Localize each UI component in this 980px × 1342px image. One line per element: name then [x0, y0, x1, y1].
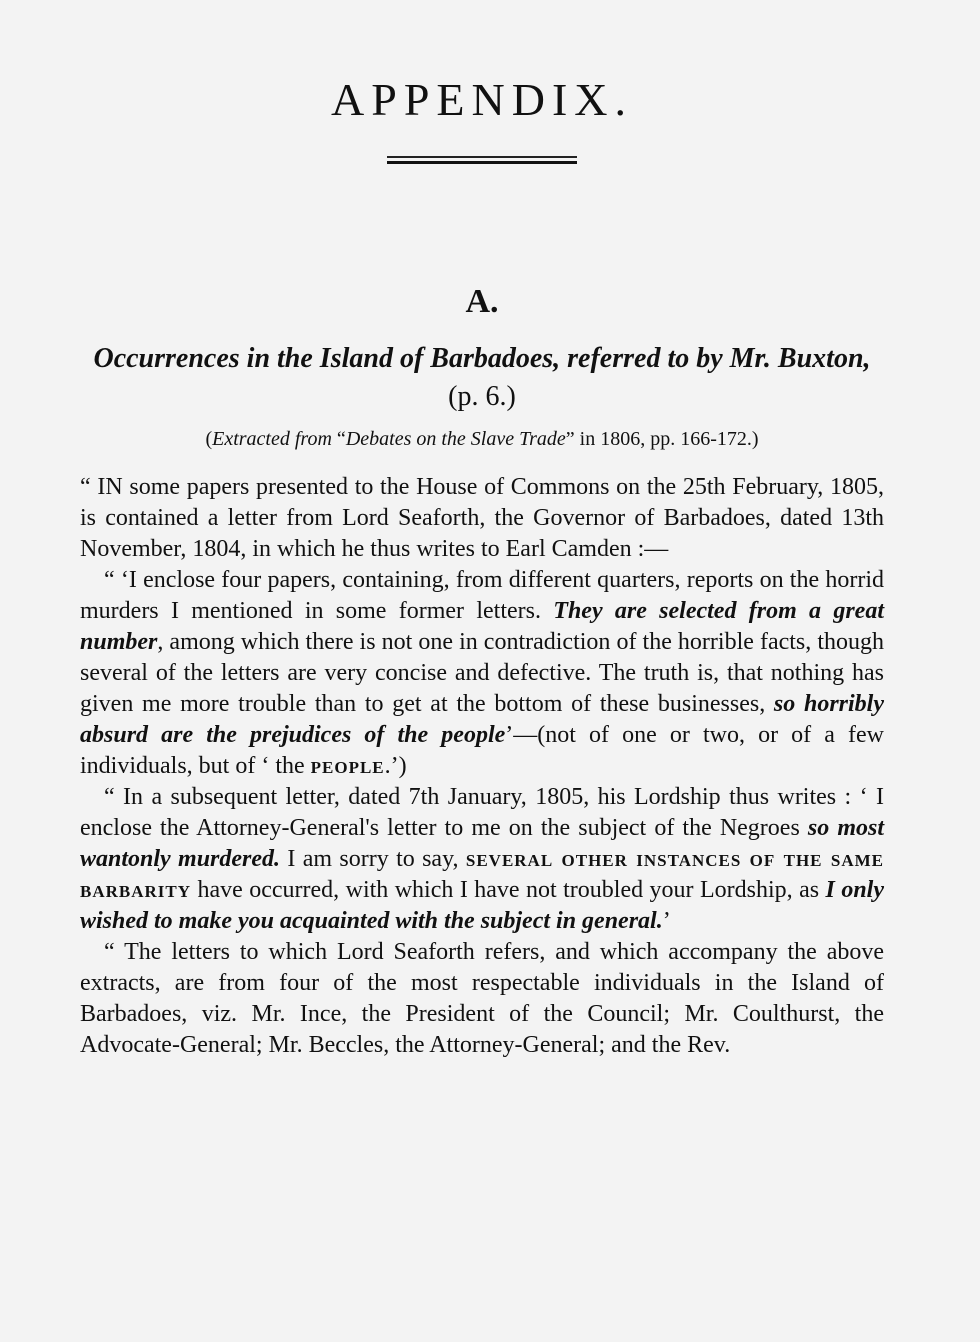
source-quote: “ — [331, 428, 346, 450]
text-segment: ’ — [662, 908, 671, 934]
section-heading — [80, 340, 884, 416]
source-extracted: Extracted from — [212, 428, 332, 450]
text-segment: “ The letters to which Lord Seaforth refers, and which accompany the above extracts, are from four of the most respectable individuals in the Island of Barbadoes, viz. Mr. Ince, the President of the Council; Mr. Coulthurst, the Advocate-General; Mr. Beccles, the Attorney-General; and the Rev. — [80, 939, 884, 1058]
heading-page-ref: (p. 6.) — [448, 381, 516, 412]
paragraph — [80, 782, 884, 937]
source-citation: ” in 1806, pp. 166-172.) — [565, 428, 759, 450]
text-segment: I am sorry to say, — [280, 846, 466, 872]
paragraph — [80, 472, 884, 565]
text-segment: have occurred, with which I have not troubled your Lordship, as — [191, 877, 826, 903]
section-letter: A. — [465, 283, 499, 320]
text-segment: “ ‘I enclose four papers, containing, from different quarters, reports on the horrid murders I mentioned in some former letters. — [80, 567, 884, 624]
text-segment: so horribly absurd are the prejudices of the people — [80, 691, 884, 748]
body-text — [80, 472, 884, 1061]
text-segment: several other instances of the same barbarity — [80, 846, 884, 903]
title-rule — [387, 156, 577, 164]
text-segment: They are selected from a great number — [80, 598, 885, 655]
source-title: Debates on the Slave Trade — [345, 428, 566, 450]
text-segment: people — [310, 753, 385, 779]
text-segment: ’—(not of one or two, or of a few individuals, but of ‘ the — [80, 722, 884, 779]
source-note — [80, 426, 884, 452]
paragraph — [80, 937, 884, 1061]
text-segment: so most wantonly murdered. — [80, 815, 885, 872]
appendix-title: APPENDIX. — [331, 74, 633, 125]
text-segment: .’) — [384, 753, 407, 779]
text-segment: “ IN some papers presented to the House of Commons on the 25th February, 1805, is contained a letter from Lord Seaforth, the Governor of Barbadoes, dated 13th November, 1804, in which he thus writes to Earl Camden :— — [80, 474, 884, 562]
paragraph — [80, 565, 884, 782]
source-paren: ( — [205, 428, 213, 450]
text-segment: I only wished to make you acquainted with the subject in general. — [80, 877, 885, 934]
text-segment: , among which there is not one in contradiction of the horrible facts, though several of the letters are very concise and defective. The truth is, that nothing has given me more trouble than to get at the bottom of these businesses, — [80, 629, 884, 717]
heading-text: Occurrences in the Island of Barbadoes, referred to by Mr. Buxton, — [93, 343, 871, 374]
text-segment: “ In a subsequent letter, dated 7th January, 1805, his Lordship thus writes : ‘ I enclose the Attorney-General's letter to me on the subject of the Negroes — [80, 784, 884, 841]
